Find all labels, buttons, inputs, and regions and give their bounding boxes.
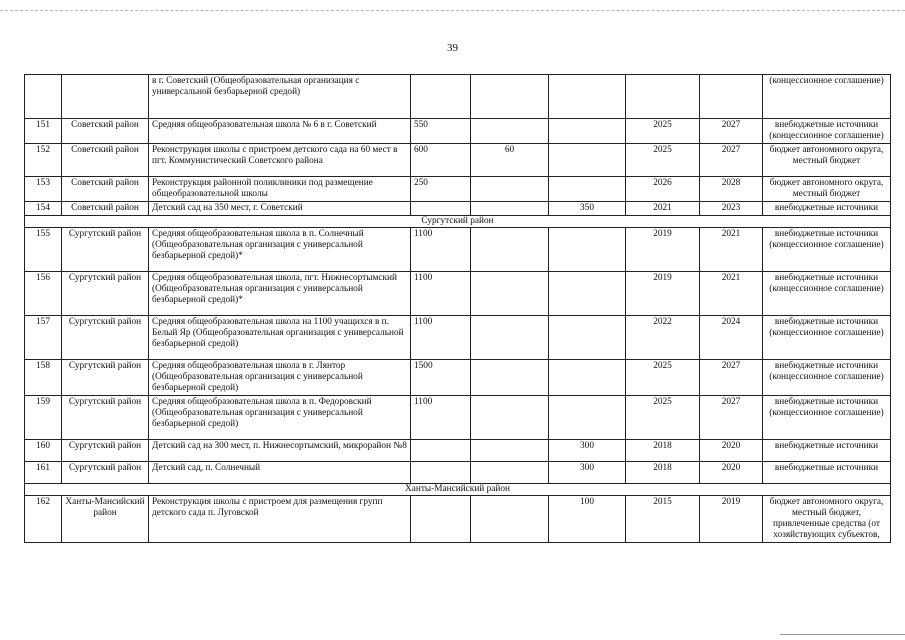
capacity-school bbox=[411, 75, 471, 119]
row-number: 160 bbox=[25, 440, 62, 462]
table-row bbox=[25, 75, 891, 119]
object-name: Средняя общеобразовательная школа в п. Федоровский (Общеобразовательная организация с универсальной безбарьерной средой) bbox=[149, 396, 411, 440]
district-name: Сургутский район bbox=[62, 396, 149, 440]
row-number: 153 bbox=[25, 177, 62, 202]
district-name: Советский район bbox=[62, 119, 149, 144]
scan-edge bbox=[0, 4, 905, 11]
end-year: 2027 bbox=[700, 119, 763, 144]
section-row bbox=[25, 484, 891, 496]
district-name: Сургутский район bbox=[62, 440, 149, 462]
funding-source: бюджет автономного округа, местный бюджет, привлеченные средства (от хозяйствующих субъектов, bbox=[763, 496, 891, 543]
capacity-kindergarten-annex bbox=[471, 272, 549, 316]
capacity-kindergarten: 350 bbox=[549, 202, 626, 216]
table-row bbox=[25, 360, 891, 396]
object-name: Реконструкция районной поликлиники под размещение общеобразовательной школы bbox=[149, 177, 411, 202]
district-name: Сургутский район bbox=[62, 360, 149, 396]
funding-source: бюджет автономного округа, местный бюджет bbox=[763, 144, 891, 177]
capacity-kindergarten-annex bbox=[471, 119, 549, 144]
start-year: 2025 bbox=[626, 144, 700, 177]
section-title: Ханты-Мансийский район bbox=[25, 484, 891, 496]
capacity-school: 1100 bbox=[411, 316, 471, 360]
capacity-kindergarten-annex bbox=[471, 462, 549, 484]
table-row bbox=[25, 228, 891, 272]
start-year: 2025 bbox=[626, 360, 700, 396]
object-name: Средняя общеобразовательная школа на 1100 учащихся в п. Белый Яр (Общеобразовательная организация с универсальной безбарьерной средой) bbox=[149, 316, 411, 360]
capacity-kindergarten bbox=[549, 177, 626, 202]
object-name: Средняя общеобразовательная школа № 6 в г. Советский bbox=[149, 119, 411, 144]
capacity-school bbox=[411, 496, 471, 543]
capacity-kindergarten: 300 bbox=[549, 462, 626, 484]
table-row bbox=[25, 177, 891, 202]
row-number: 162 bbox=[25, 496, 62, 543]
capacity-school: 250 bbox=[411, 177, 471, 202]
table-row bbox=[25, 144, 891, 177]
capacity-kindergarten bbox=[549, 144, 626, 177]
row-number: 156 bbox=[25, 272, 62, 316]
capacity-kindergarten-annex bbox=[471, 440, 549, 462]
start-year: 2025 bbox=[626, 119, 700, 144]
capacity-kindergarten bbox=[549, 75, 626, 119]
start-year bbox=[626, 75, 700, 119]
funding-source: бюджет автономного округа, местный бюджет bbox=[763, 177, 891, 202]
capacity-school: 550 bbox=[411, 119, 471, 144]
end-year: 2024 bbox=[700, 316, 763, 360]
capacity-kindergarten-annex bbox=[471, 228, 549, 272]
funding-source: внебюджетные источники bbox=[763, 202, 891, 216]
end-year: 2020 bbox=[700, 440, 763, 462]
district-name: Советский район bbox=[62, 144, 149, 177]
capacity-school bbox=[411, 440, 471, 462]
funding-source: внебюджетные источники bbox=[763, 440, 891, 462]
row-number: 151 bbox=[25, 119, 62, 144]
table-row bbox=[25, 119, 891, 144]
funding-source: внебюджетные источники (концессионное соглашение) bbox=[763, 360, 891, 396]
object-name: Реконструкция школы с пристроем детского сада на 60 мест в пгт. Коммунистический Советского района bbox=[149, 144, 411, 177]
district-name: Сургутский район bbox=[62, 228, 149, 272]
row-number: 155 bbox=[25, 228, 62, 272]
district-name: Сургутский район bbox=[62, 316, 149, 360]
object-name: Детский сад на 300 мест, п. Нижнесортымский, микрорайон №8 bbox=[149, 440, 411, 462]
capacity-kindergarten-annex bbox=[471, 360, 549, 396]
capacity-kindergarten-annex bbox=[471, 396, 549, 440]
section-title: Сургутский район bbox=[25, 216, 891, 228]
capacity-kindergarten bbox=[549, 316, 626, 360]
end-year: 2021 bbox=[700, 228, 763, 272]
page-number: 39 bbox=[447, 42, 458, 54]
capacity-school: 1100 bbox=[411, 272, 471, 316]
capacity-kindergarten bbox=[549, 360, 626, 396]
funding-source: (концессионное соглашение) bbox=[763, 75, 891, 119]
funding-source: внебюджетные источники (концессионное соглашение) bbox=[763, 119, 891, 144]
capacity-kindergarten bbox=[549, 272, 626, 316]
capacity-school: 1500 bbox=[411, 360, 471, 396]
row-number: 158 bbox=[25, 360, 62, 396]
end-year: 2021 bbox=[700, 272, 763, 316]
district-name bbox=[62, 75, 149, 119]
object-name: Детский сад, п. Солнечный bbox=[149, 462, 411, 484]
start-year: 2015 bbox=[626, 496, 700, 543]
end-year: 2019 bbox=[700, 496, 763, 543]
district-name: Сургутский район bbox=[62, 272, 149, 316]
table-row bbox=[25, 496, 891, 543]
row-number: 152 bbox=[25, 144, 62, 177]
capacity-school: 1100 bbox=[411, 396, 471, 440]
table-row bbox=[25, 396, 891, 440]
start-year: 2025 bbox=[626, 396, 700, 440]
funding-source: внебюджетные источники (концессионное соглашение) bbox=[763, 316, 891, 360]
object-name: Средняя общеобразовательная школа в г. Лянтор (Общеобразовательная организация с универсальной безбарьерной средой) bbox=[149, 360, 411, 396]
capacity-kindergarten-annex bbox=[471, 496, 549, 543]
capacity-kindergarten bbox=[549, 228, 626, 272]
end-year bbox=[700, 75, 763, 119]
district-name: Советский район bbox=[62, 177, 149, 202]
start-year: 2018 bbox=[626, 440, 700, 462]
end-year: 2027 bbox=[700, 360, 763, 396]
capacity-kindergarten-annex bbox=[471, 75, 549, 119]
funding-source: внебюджетные источники (концессионное соглашение) bbox=[763, 272, 891, 316]
capacity-kindergarten: 100 bbox=[549, 496, 626, 543]
start-year: 2019 bbox=[626, 272, 700, 316]
capacity-school: 1100 bbox=[411, 228, 471, 272]
start-year: 2021 bbox=[626, 202, 700, 216]
start-year: 2026 bbox=[626, 177, 700, 202]
row-number: 154 bbox=[25, 202, 62, 216]
start-year: 2018 bbox=[626, 462, 700, 484]
table-row bbox=[25, 462, 891, 484]
end-year: 2020 bbox=[700, 462, 763, 484]
section-row bbox=[25, 216, 891, 228]
table-body bbox=[25, 75, 891, 543]
district-name: Ханты-Мансийский район bbox=[62, 496, 149, 543]
capacity-kindergarten-annex: 60 bbox=[471, 144, 549, 177]
row-number bbox=[25, 75, 62, 119]
start-year: 2022 bbox=[626, 316, 700, 360]
object-name: Средняя общеобразовательная школа в п. Солнечный (Общеобразовательная организация с универсальной безбарьерной средой)* bbox=[149, 228, 411, 272]
object-name: Реконструкция школы с пристроем для размещения групп детского сада п. Луговской bbox=[149, 496, 411, 543]
table-row bbox=[25, 272, 891, 316]
capacity-kindergarten-annex bbox=[471, 316, 549, 360]
capacity-school bbox=[411, 462, 471, 484]
end-year: 2028 bbox=[700, 177, 763, 202]
scan-edge-bottom bbox=[780, 634, 905, 635]
district-name: Сургутский район bbox=[62, 462, 149, 484]
capacity-kindergarten-annex bbox=[471, 177, 549, 202]
funding-source: внебюджетные источники bbox=[763, 462, 891, 484]
row-number: 157 bbox=[25, 316, 62, 360]
construction-table bbox=[24, 74, 891, 543]
table-row bbox=[25, 202, 891, 216]
start-year: 2019 bbox=[626, 228, 700, 272]
object-name: Детский сад на 350 мест, г. Советский bbox=[149, 202, 411, 216]
district-name: Советский район bbox=[62, 202, 149, 216]
capacity-kindergarten-annex bbox=[471, 202, 549, 216]
funding-source: внебюджетные источники (концессионное соглашение) bbox=[763, 228, 891, 272]
end-year: 2027 bbox=[700, 396, 763, 440]
table-row bbox=[25, 316, 891, 360]
capacity-kindergarten bbox=[549, 119, 626, 144]
table-row bbox=[25, 440, 891, 462]
capacity-kindergarten: 300 bbox=[549, 440, 626, 462]
end-year: 2027 bbox=[700, 144, 763, 177]
object-name: в г. Советский (Общеобразовательная организация с универсальной безбарьерной средой) bbox=[149, 75, 411, 119]
end-year: 2023 bbox=[700, 202, 763, 216]
object-name: Средняя общеобразовательная школа, пгт. Нижнесортымский (Общеобразовательная организация с универсальной безбарьерной средой)* bbox=[149, 272, 411, 316]
row-number: 161 bbox=[25, 462, 62, 484]
capacity-school bbox=[411, 202, 471, 216]
capacity-school: 600 bbox=[411, 144, 471, 177]
funding-source: внебюджетные источники (концессионное соглашение) bbox=[763, 396, 891, 440]
capacity-kindergarten bbox=[549, 396, 626, 440]
row-number: 159 bbox=[25, 396, 62, 440]
